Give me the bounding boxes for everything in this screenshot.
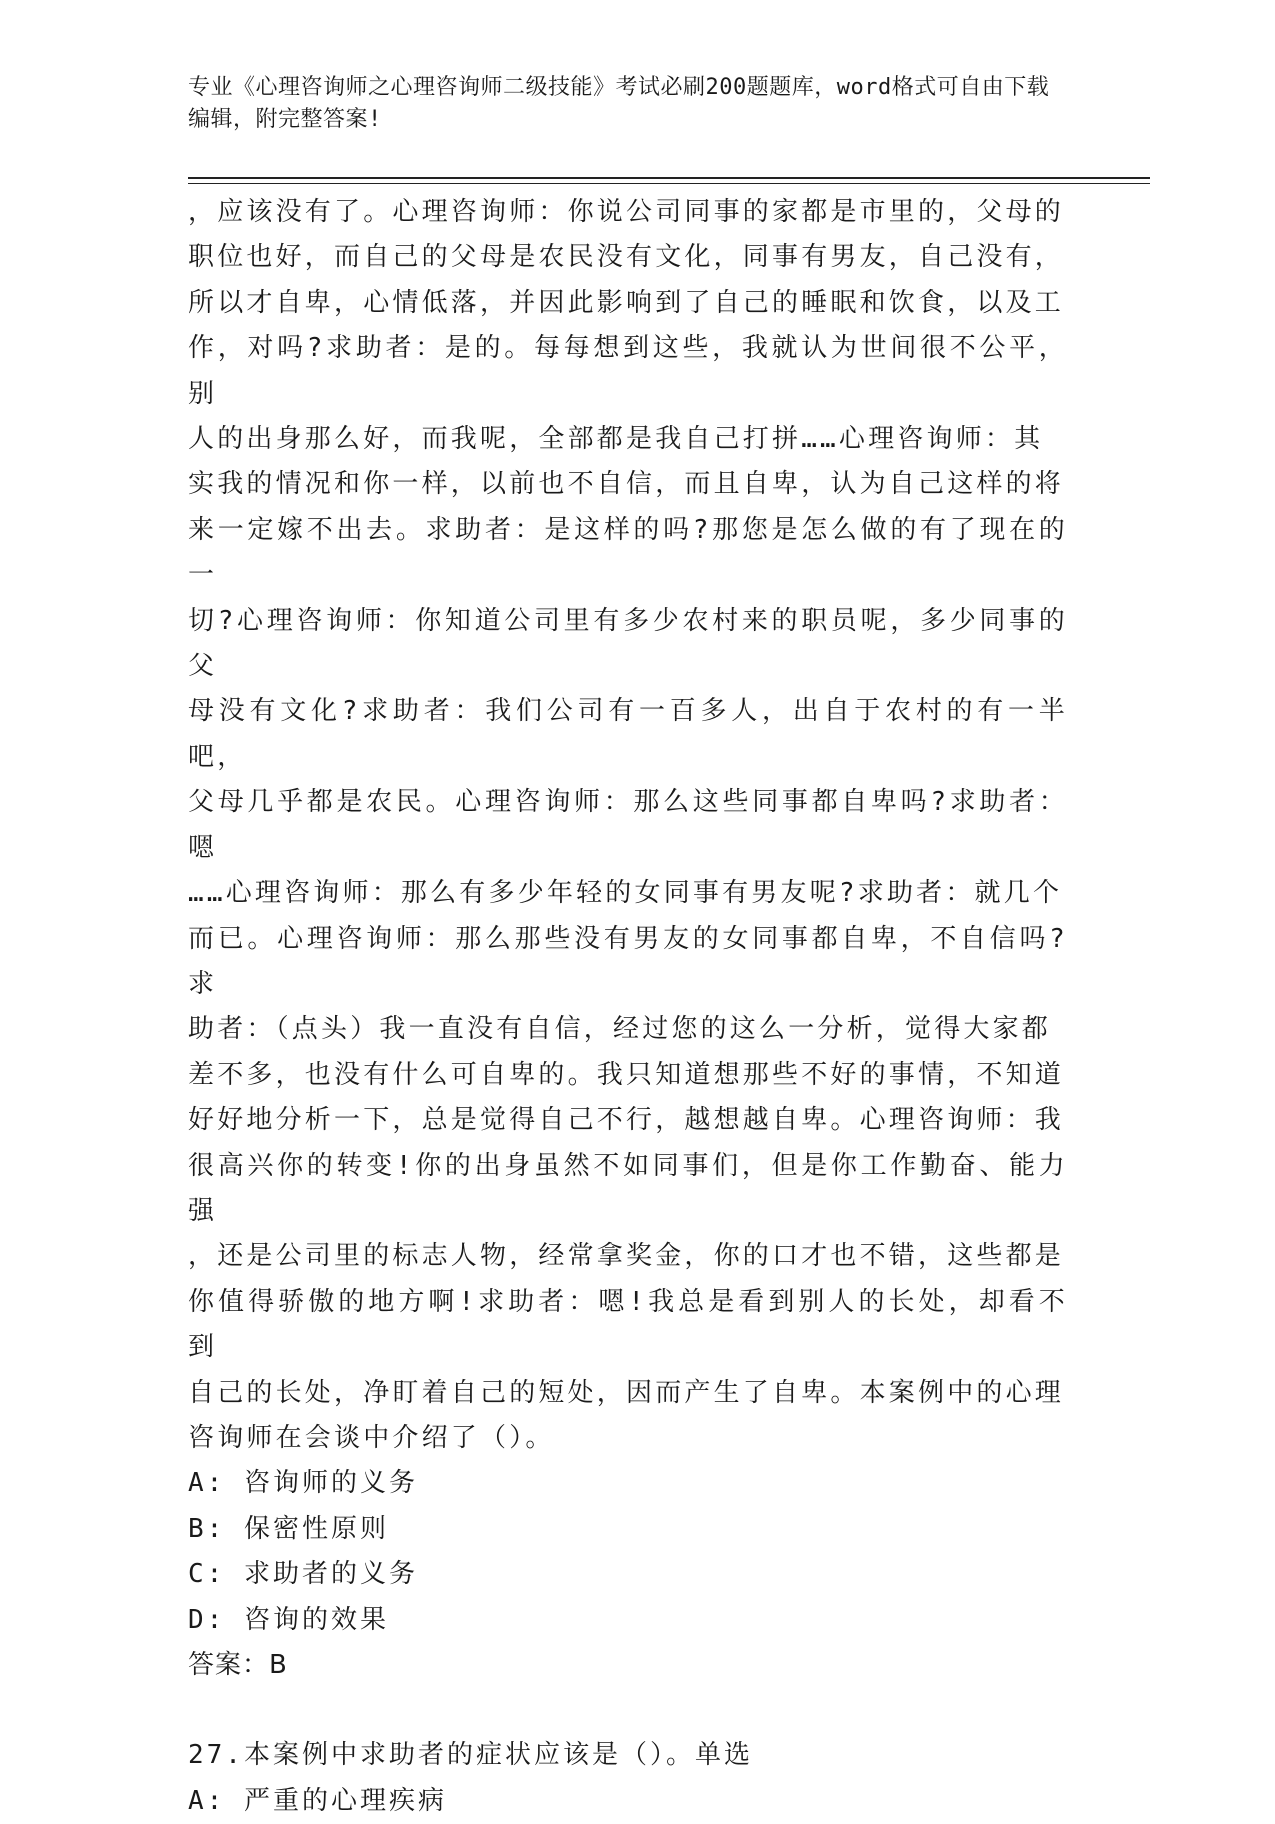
header-text: 专业《心理咨询师之心理咨询师二级技能》考试必刷200题题库，word格式可自由下载编辑，附完整答案! xyxy=(188,75,1050,132)
passage-line: 来一定嫁不出去。求助者：是这样的吗?那您是怎么做的有了现在的一 xyxy=(188,514,1068,591)
passage-line: 人的出身那么好，而我呢，全部都是我自己打拼……心理咨询师：其 xyxy=(188,424,1044,455)
question-26-options xyxy=(188,1461,1068,1643)
passage-line: 职位也好，而自己的父母是农民没有文化，同事有男友，自己没有， xyxy=(188,242,1065,273)
passage-line: 父母几乎都是农民。心理咨询师：那么这些同事都自卑吗?求助者：嗯 xyxy=(188,787,1068,863)
option-c: C: 求助者的义务 xyxy=(188,1559,418,1590)
passage-line: 自己的长处，净盯着自己的短处，因而产生了自卑。本案例中的心理 xyxy=(188,1377,1065,1408)
passage-line: 母没有文化?求助者：我们公司有一百多人，出自于农村的有一半吧， xyxy=(188,696,1068,772)
question-27-options xyxy=(188,1779,1068,1824)
passage-line: ，还是公司里的标志人物，经常拿奖金，你的口才也不错，这些都是 xyxy=(188,1241,1065,1272)
passage-line: 作，对吗?求助者：是的。每每想到这些，我就认为世间很不公平，别 xyxy=(188,333,1068,409)
section-spacer xyxy=(188,1688,1068,1733)
passage-line: 差不多，也没有什么可自卑的。我只知道想那些不好的事情，不知道 xyxy=(188,1059,1065,1090)
passage-line: 切?心理咨询师：你知道公司里有多少农村来的职员呢，多少同事的父 xyxy=(188,605,1068,682)
passage-line: 好好地分析一下，总是觉得自己不行，越想越自卑。心理咨询师：我 xyxy=(188,1105,1065,1136)
passage-line: 很高兴你的转变!你的出身虽然不如同事们，但是你工作勤奋、能力强 xyxy=(188,1150,1068,1226)
question-27-stem: 27.本案例中求助者的症状应该是（）。单选 xyxy=(188,1740,753,1771)
option-b: B: 保密性原则 xyxy=(188,1513,389,1544)
question-26-passage xyxy=(188,190,1068,1461)
passage-line: ，应该没有了。心理咨询师：你说公司同事的家都是市里的，父母的 xyxy=(188,197,1065,227)
passage-line: 而已。心理咨询师：那么那些没有男友的女同事都自卑，不自信吗?求 xyxy=(188,923,1068,999)
page-header xyxy=(188,72,1068,136)
passage-line: 咨询师在会谈中介绍了（）。 xyxy=(188,1422,555,1453)
option-d: D: 咨询的效果 xyxy=(188,1604,389,1635)
header-rule xyxy=(188,177,1150,179)
document-body xyxy=(188,190,1068,1824)
passage-line: 你值得骄傲的地方啊!求助者：嗯!我总是看到别人的长处，却看不到 xyxy=(188,1286,1068,1363)
option-a: A: 咨询师的义务 xyxy=(188,1468,418,1499)
header-rule-thin xyxy=(188,183,1150,184)
passage-line: 实我的情况和你一样，以前也不自信，而且自卑，认为自己这样的将 xyxy=(188,469,1065,500)
passage-line: 助者：（点头）我一直没有自信，经过您的这么一分析，觉得大家都 xyxy=(188,1014,1052,1045)
passage-line: ……心理咨询师：那么有多少年轻的女同事有男友呢?求助者：就几个 xyxy=(188,878,1063,909)
option-a: A: 严重的心理疾病 xyxy=(188,1785,447,1816)
question-26-answer: 答案：B xyxy=(188,1650,288,1680)
passage-line: 所以才自卑，心情低落，并因此影响到了自己的睡眠和饮食，以及工 xyxy=(188,287,1065,318)
